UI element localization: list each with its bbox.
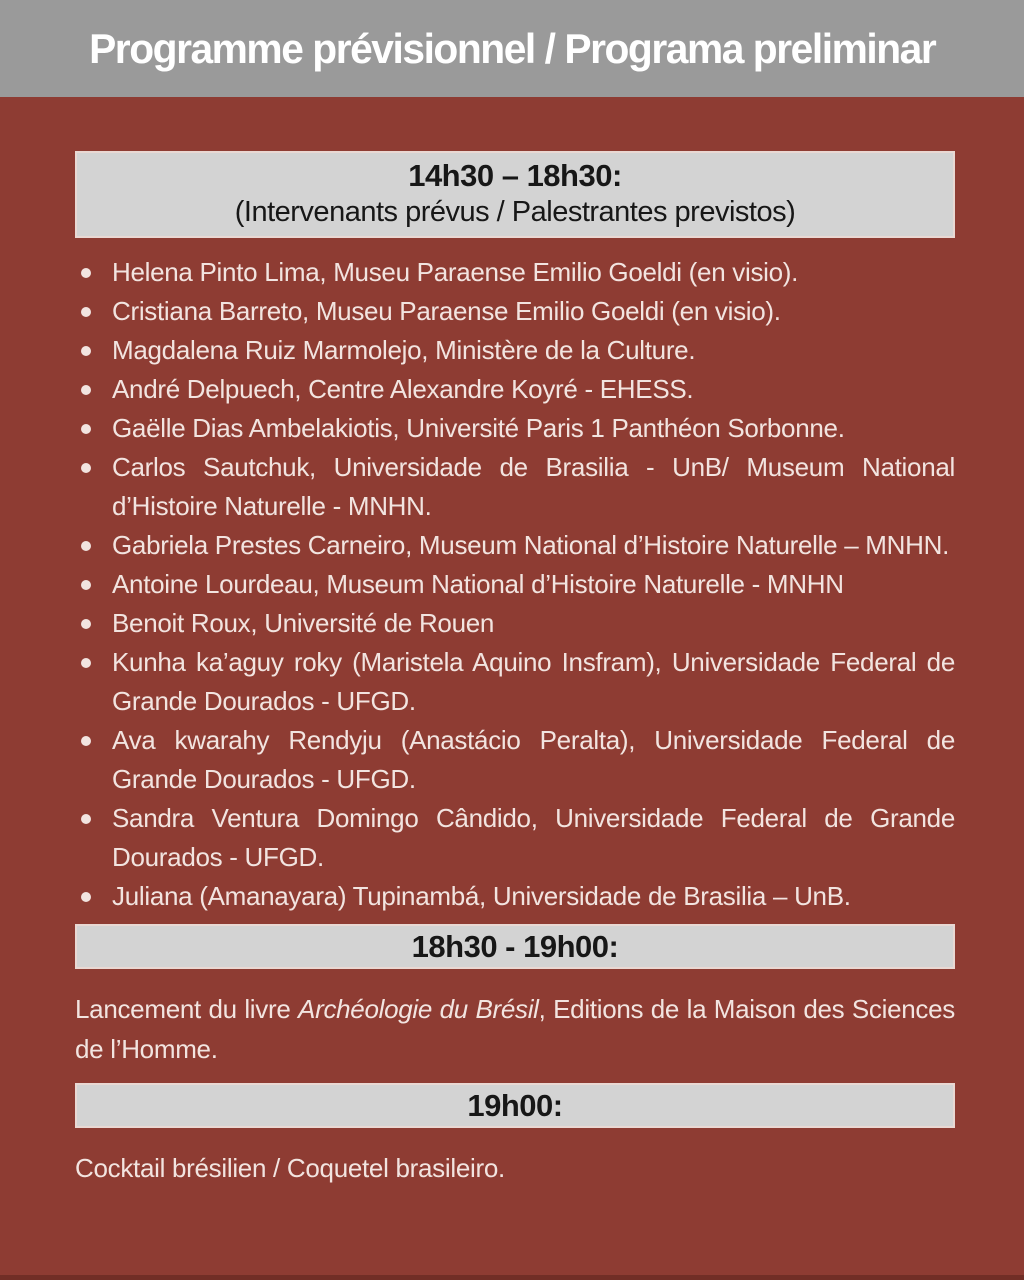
- speaker-name: Gaëlle Dias Ambelakiotis, Université Paris 1 Panthéon Sorbonne.: [112, 413, 845, 443]
- speaker-item: [75, 448, 955, 526]
- speaker-item: [75, 331, 955, 370]
- speaker-name: Gabriela Prestes Carneiro, Museum National d’Histoire Naturelle – MNHN.: [112, 530, 950, 560]
- speaker-item: [75, 604, 955, 643]
- flyer-header: [0, 0, 1024, 97]
- speaker-name: Ava kwarahy Rendyju (Anastácio Peralta), Universidade Federal de Grande Dourados - UFGD.: [112, 725, 955, 794]
- speaker-name: Carlos Sautchuk, Universidade de Brasilia - UnB/ Museum National d’Histoire Naturelle - MNHN.: [112, 452, 955, 521]
- speaker-name: Benoit Roux, Université de Rouen: [112, 608, 495, 638]
- speaker-item: [75, 253, 955, 292]
- speaker-name: Sandra Ventura Domingo Cândido, Universidade Federal de Grande Dourados - UFGD.: [112, 803, 955, 872]
- book-launch-text: [75, 989, 955, 1069]
- speaker-name: Cristiana Barreto, Museu Paraense Emilio Goeldi (en visio).: [112, 296, 781, 326]
- page-title: Programme prévisionnel / Programa preliminar: [88, 24, 936, 72]
- book-launch-suffix: , Editions de la Maison des Sciences de l’Homme.: [75, 994, 955, 1064]
- speaker-name: André Delpuech, Centre Alexandre Koyré - EHESS.: [112, 374, 694, 404]
- speaker-item: [75, 370, 955, 409]
- speaker-item: [75, 526, 955, 565]
- book-title: Archéologie du Brésil: [298, 994, 539, 1024]
- session-subtitle: (Intervenants prévus / Palestrantes previstos): [234, 196, 796, 228]
- speaker-name: Magdalena Ruiz Marmolejo, Ministère de la Culture.: [112, 335, 696, 365]
- speaker-name: Kunha ka’aguy roky (Maristela Aquino Insfram), Universidade Federal de Grande Dourados - UFGD.: [112, 647, 955, 716]
- session-time: 18h30 - 19h00:: [411, 929, 619, 964]
- cocktail-text: Cocktail brésilien / Coquetel brasileiro.: [75, 1153, 505, 1183]
- speaker-item: [75, 799, 955, 877]
- speaker-item: [75, 877, 955, 916]
- speaker-item: [75, 292, 955, 331]
- speaker-item: [75, 565, 955, 604]
- speaker-name: Helena Pinto Lima, Museu Paraense Emilio Goeldi (en visio).: [112, 257, 799, 287]
- speaker-name: Antoine Lourdeau, Museum National d’Histoire Naturelle - MNHN: [112, 569, 844, 599]
- session-time: 19h00:: [467, 1088, 563, 1123]
- photo-bottom-edge: [0, 1275, 1024, 1280]
- speaker-name: Juliana (Amanayara) Tupinambá, Universidade de Brasilia – UnB.: [112, 881, 851, 911]
- session-header-cocktail: [75, 1083, 955, 1128]
- flyer-content: [75, 151, 955, 1188]
- session-header-afternoon: [75, 151, 955, 238]
- session-time: 14h30 – 18h30:: [408, 158, 622, 193]
- book-launch-prefix: Lancement du livre: [75, 994, 299, 1024]
- speaker-item: [75, 721, 955, 799]
- speaker-list: [75, 253, 955, 916]
- speaker-item: [75, 643, 955, 721]
- session-header-book-launch: [75, 924, 955, 969]
- speaker-item: [75, 409, 955, 448]
